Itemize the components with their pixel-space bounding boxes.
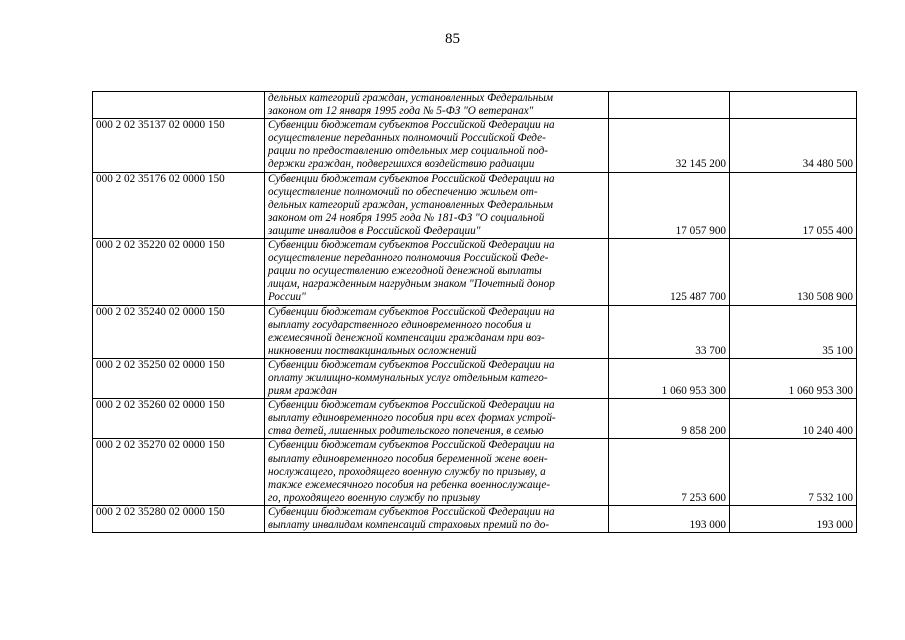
amount-cell-1: 33 700 bbox=[609, 305, 730, 358]
amount-cell-2: 193 000 bbox=[730, 505, 857, 532]
description-line: ства детей, лишенных родительского попечения, в семью bbox=[268, 425, 544, 438]
description-line: законом от 24 ноября 1995 года № 181-ФЗ "О социальной bbox=[268, 211, 545, 224]
description-line: Субвенции бюджетам субъектов Российской Федерации на bbox=[268, 358, 555, 371]
amount-cell-2: 35 100 bbox=[730, 305, 857, 358]
amount-cell-1: 7 253 600 bbox=[609, 439, 730, 505]
description-line: держки граждан, подвергшихся воздействию радиации bbox=[268, 158, 535, 171]
amount-cell-1: 9 858 200 bbox=[609, 399, 730, 439]
description-line: риям граждан bbox=[268, 385, 338, 398]
budget-code-cell: 000 2 02 35260 02 0000 150 bbox=[93, 399, 265, 439]
description-line: Субвенции бюджетам субъектов Российской Федерации на bbox=[268, 119, 555, 132]
description-cell bbox=[265, 399, 609, 439]
table-row bbox=[93, 505, 857, 532]
amount-cell-2: 17 055 400 bbox=[730, 172, 857, 238]
description-line: защите инвалидов в Российской Федерации" bbox=[268, 224, 481, 237]
amount-cell-2: 7 532 100 bbox=[730, 439, 857, 505]
description-cell bbox=[265, 172, 609, 238]
budget-code-cell bbox=[93, 92, 265, 119]
description-line: дельных категорий граждан, установленных Федеральным bbox=[268, 92, 553, 104]
description-line: выплату инвалидам компенсаций страховых премий по до- bbox=[268, 519, 550, 531]
description-line: Субвенции бюджетам субъектов Российской Федерации на bbox=[268, 239, 555, 252]
amount-cell-2: 1 060 953 300 bbox=[730, 358, 857, 398]
description-line: осуществление переданных полномочий Российской Феде- bbox=[268, 132, 546, 145]
table-row bbox=[93, 119, 857, 172]
description-cell bbox=[265, 505, 609, 532]
description-line: ежемесячной денежной компенсации гражданам при воз- bbox=[268, 331, 545, 344]
budget-code-cell: 000 2 02 35240 02 0000 150 bbox=[93, 305, 265, 358]
description-cell bbox=[265, 439, 609, 505]
description-line: Субвенции бюджетам субъектов Российской Федерации на bbox=[268, 439, 555, 452]
description-line: России" bbox=[268, 291, 306, 304]
description-cell bbox=[265, 239, 609, 305]
description-line: никновении поствакцинальных осложнений bbox=[268, 344, 477, 357]
budget-code-cell: 000 2 02 35270 02 0000 150 bbox=[93, 439, 265, 505]
description-line: рации по предоставлению отдельных мер социальной под- bbox=[268, 145, 548, 158]
description-line: осуществление переданного полномочия Российской Феде- bbox=[268, 252, 549, 265]
description-line: Субвенции бюджетам субъектов Российской Федерации на bbox=[268, 505, 555, 518]
description-line: законом от 12 января 1995 года № 5-ФЗ "О ветеранах" bbox=[268, 105, 534, 118]
budget-table bbox=[92, 91, 857, 533]
amount-cell-1: 125 487 700 bbox=[609, 239, 730, 305]
description-line: рации по осуществлению ежегодной денежной выплаты bbox=[268, 265, 542, 278]
budget-code-cell: 000 2 02 35280 02 0000 150 bbox=[93, 505, 265, 532]
amount-cell-1 bbox=[609, 92, 730, 119]
description-line: лицам, награжденным нагрудным знаком "Почетный донор bbox=[268, 278, 555, 291]
amount-cell-2 bbox=[730, 92, 857, 119]
description-cell bbox=[265, 92, 609, 119]
description-line: осуществление полномочий по обеспечению жильем от- bbox=[268, 185, 538, 198]
description-line: оплату жилищно-коммунальных услуг отдельным катего- bbox=[268, 371, 548, 384]
description-line: Субвенции бюджетам субъектов Российской Федерации на bbox=[268, 305, 555, 318]
amount-cell-1: 32 145 200 bbox=[609, 119, 730, 172]
table-row bbox=[93, 439, 857, 505]
budget-table-body bbox=[93, 92, 857, 533]
description-line: Субвенции бюджетам субъектов Российской Федерации на bbox=[268, 399, 555, 412]
budget-code-cell: 000 2 02 35176 02 0000 150 bbox=[93, 172, 265, 238]
amount-cell-2: 34 480 500 bbox=[730, 119, 857, 172]
description-line: выплату единовременного пособия беременной жене воен- bbox=[268, 452, 548, 465]
table-row bbox=[93, 305, 857, 358]
budget-code-cell: 000 2 02 35220 02 0000 150 bbox=[93, 239, 265, 305]
budget-code-cell: 000 2 02 35137 02 0000 150 bbox=[93, 119, 265, 172]
budget-code-cell: 000 2 02 35250 02 0000 150 bbox=[93, 358, 265, 398]
description-cell bbox=[265, 358, 609, 398]
table-row bbox=[93, 239, 857, 305]
description-line: выплату единовременного пособия при всех формах устрой- bbox=[268, 412, 556, 425]
description-line: Субвенции бюджетам субъектов Российской Федерации на bbox=[268, 172, 555, 185]
table-row bbox=[93, 172, 857, 238]
description-line: также ежемесячного пособия на ребенка военнослужаще- bbox=[268, 478, 551, 491]
description-line: го, проходящего военную службу по призыву bbox=[268, 491, 480, 504]
table-row bbox=[93, 92, 857, 119]
description-cell bbox=[265, 119, 609, 172]
amount-cell-1: 17 057 900 bbox=[609, 172, 730, 238]
description-line: дельных категорий граждан, установленных Федеральным bbox=[268, 198, 553, 211]
description-line: нослужащего, проходящего военную службу по призыву, а bbox=[268, 465, 546, 478]
description-cell bbox=[265, 305, 609, 358]
amount-cell-2: 130 508 900 bbox=[730, 239, 857, 305]
amount-cell-2: 10 240 400 bbox=[730, 399, 857, 439]
amount-cell-1: 1 060 953 300 bbox=[609, 358, 730, 398]
page-number: 85 bbox=[445, 31, 460, 47]
description-line: выплату государственного единовременного пособия и bbox=[268, 318, 532, 331]
amount-cell-1: 193 000 bbox=[609, 505, 730, 532]
table-row bbox=[93, 358, 857, 398]
table-row bbox=[93, 399, 857, 439]
